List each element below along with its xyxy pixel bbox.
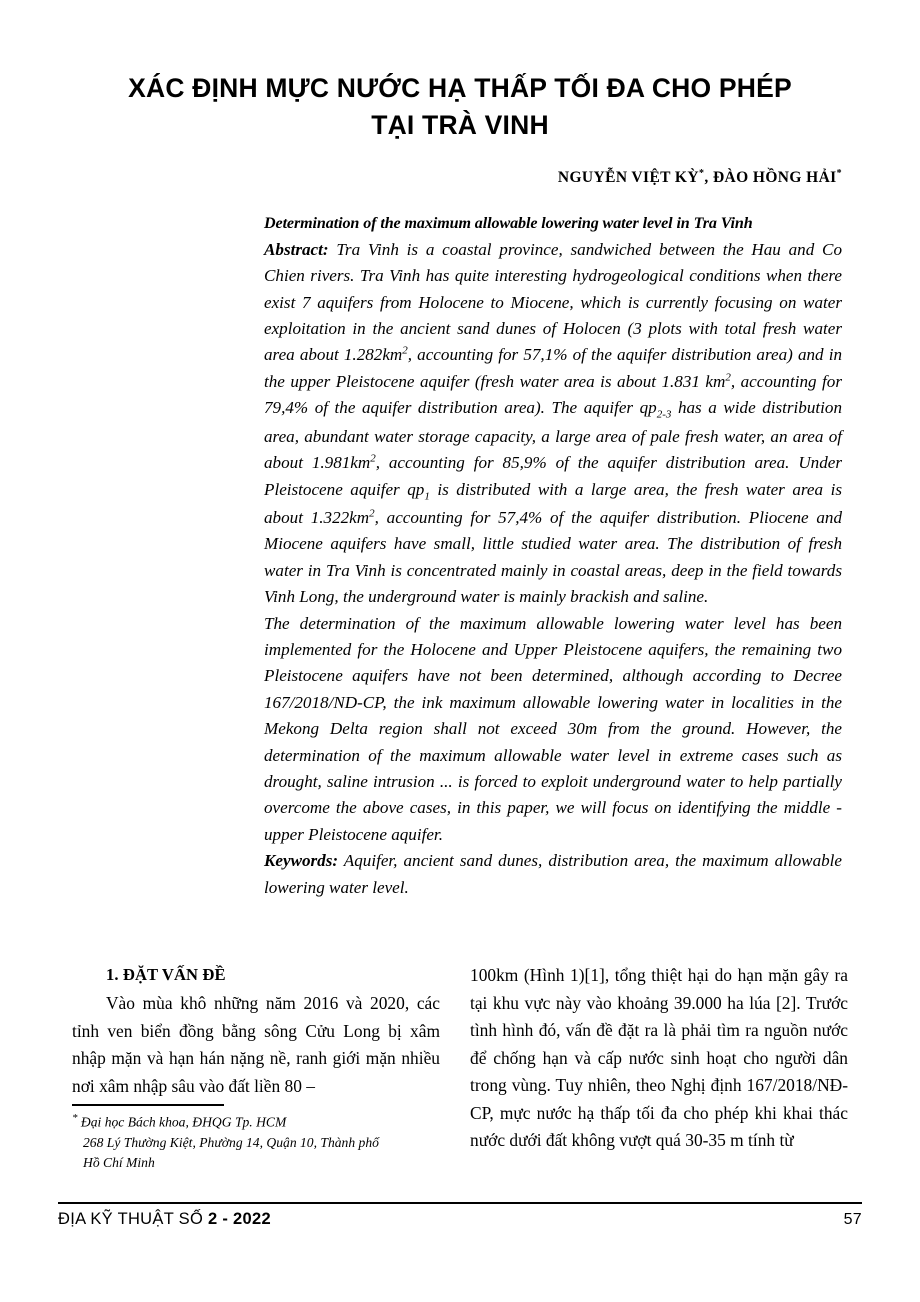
abstract-label: Abstract: — [264, 239, 329, 259]
abstract-text-part-6: is distributed with a large area, the fresh water area is about 1.322km — [264, 479, 842, 527]
abstract-text-part-4: has a wide distribution area, abundant water storage capacity, a large area of pale fresh water, an area of about 1.981km — [264, 398, 842, 473]
footnote-line-1: Đại học Bách khoa, ĐHQG Tp. HCM — [80, 1114, 287, 1130]
body-column-left — [72, 962, 440, 1101]
author-line — [330, 168, 842, 187]
section-heading-1: 1. ĐẶT VẤN ĐỀ — [106, 965, 226, 984]
footer-issue-number: 2 - 2022 — [207, 1210, 271, 1228]
author-footnote-mark-2: * — [836, 168, 842, 179]
footer-journal-issue — [58, 1210, 271, 1229]
author-name-2: ĐÀO HỒNG HẢI — [712, 169, 837, 187]
superscript-square-3: 2 — [370, 452, 376, 465]
abstract-text-part-1: Tra Vinh is a coastal province, sandwiched between the Hau and Co Chien rivers. Tra Vinh has quite interesting hydrogeological conditions when there exist 7 aquifers from Holocene to Miocene, which is currently focusing on water exploitation in the ancient sand dunes of Holocen (3 plots with total fresh water area about 1.282km — [264, 239, 842, 365]
abstract-text-part-2: , accounting for 57,1% of the aquifer distribution area) and in the upper Pleistocene aquifer (fresh water area is about 1.831 km — [264, 345, 843, 391]
title-line-1: XÁC ĐỊNH MỰC NƯỚC HẠ THẤP TỐI ĐA CHO PHÉP — [128, 73, 792, 103]
abstract-paragraph-2: The determination of the maximum allowable lowering water level has been implemented for the Holocene and Upper Pleistocene aquifers, the remaining two Pleistocene aquifers have not been determined, although according to Decree 167/2018/ND-CP, the ink maximum allowable lowering water in localities in the Mekong Delta region shall not exceed 30m from the ground. However, the determination of the maximum allowable water level in extreme cases such as drought, saline intrusion ... is forced to exploit underground water to help partially overcome the above cases, in this paper, we will focus on identifying the middle - upper Pleistocene aquifer. — [264, 613, 842, 844]
footer-separator-rule — [58, 1202, 862, 1204]
title-block — [110, 70, 810, 143]
keywords-label: Keywords: — [264, 851, 339, 871]
body-column-right — [470, 962, 848, 1155]
footnote-line-2: 268 Lý Thường Kiệt, Phường 14, Quận 10, Thành phố — [83, 1134, 379, 1150]
keywords-text: Aquifer, ancient sand dunes, distribution area, the maximum allowable lowering water level. — [264, 851, 842, 897]
abstract-text-part-3: , accounting for 79,4% of the aquifer distribution area). The aquifer qp — [264, 371, 842, 418]
body-paragraph-left: Vào mùa khô những năm 2016 và 2020, các tỉnh ven biển đồng bằng sông Cửu Long bị xâm nhập mặn và hạn hán nặng nề, ranh giới mặn nhiều nơi xâm nhập sâu vào đất liền 80 – — [72, 993, 440, 1097]
abstract-text-part-5: , accounting for 85,9% of the aquifer distribution area. Under Pleistocene aquifer qp — [264, 453, 842, 499]
subscript-aquifer-1: 2-3 — [656, 408, 672, 421]
page-title — [110, 70, 810, 143]
superscript-square-2: 2 — [725, 371, 731, 384]
author-name-1: NGUYỄN VIỆT KỲ — [557, 169, 699, 187]
superscript-square-4: 2 — [369, 507, 375, 520]
footer-journal-name: ĐỊA KỸ THUẬT SỐ — [58, 1210, 208, 1228]
superscript-square-1: 2 — [402, 344, 408, 357]
footer-page-number: 57 — [843, 1211, 862, 1228]
abstract-english-title: Determination of the maximum allowable lowering water level in Tra Vinh — [264, 215, 753, 232]
abstract-block — [264, 212, 842, 901]
body-paragraph-right: 100km (Hình 1)[1], tổng thiệt hại do hạn mặn gây ra tại khu vực này vào khoảng 39.000 ha lúa [2]. Trước tình hình đó, vấn đề đặt ra là phải tìm ra nguồn nước để chống hạn và cấp nước sinh hoạt cho người dân trong vùng. Tuy nhiên, theo Nghị định 167/2018/NĐ-CP, mực nước hạ thấp tối đa cho phép khi khai thác nước dưới đất không vượt quá 30-35 m tính từ — [470, 965, 848, 1151]
footnote-mark: * — [72, 1112, 78, 1124]
title-line-2: TẠI TRÀ VINH — [371, 109, 549, 140]
author-separator: , — [704, 169, 713, 187]
abstract-paragraph-1 — [264, 237, 842, 611]
footnote-block — [72, 1110, 440, 1174]
page-footer — [58, 1210, 862, 1229]
footnote-line-3: Hồ Chí Minh — [83, 1155, 155, 1171]
footnote-text — [72, 1110, 440, 1174]
keywords-line — [264, 848, 842, 901]
subscript-aquifer-2: 1 — [424, 489, 430, 502]
author-footnote-mark-1: * — [698, 168, 705, 179]
abstract-text-part-7: , accounting for 57,4% of the aquifer distribution. Pliocene and Miocene aquifers have small, little studied water area. The distribution of fresh water in Tra Vinh is concentrated mainly in coastal areas, deep in the field towards Vinh Long, the underground water is mainly brackish and saline. — [264, 507, 842, 607]
footnote-separator-rule — [72, 1104, 224, 1106]
